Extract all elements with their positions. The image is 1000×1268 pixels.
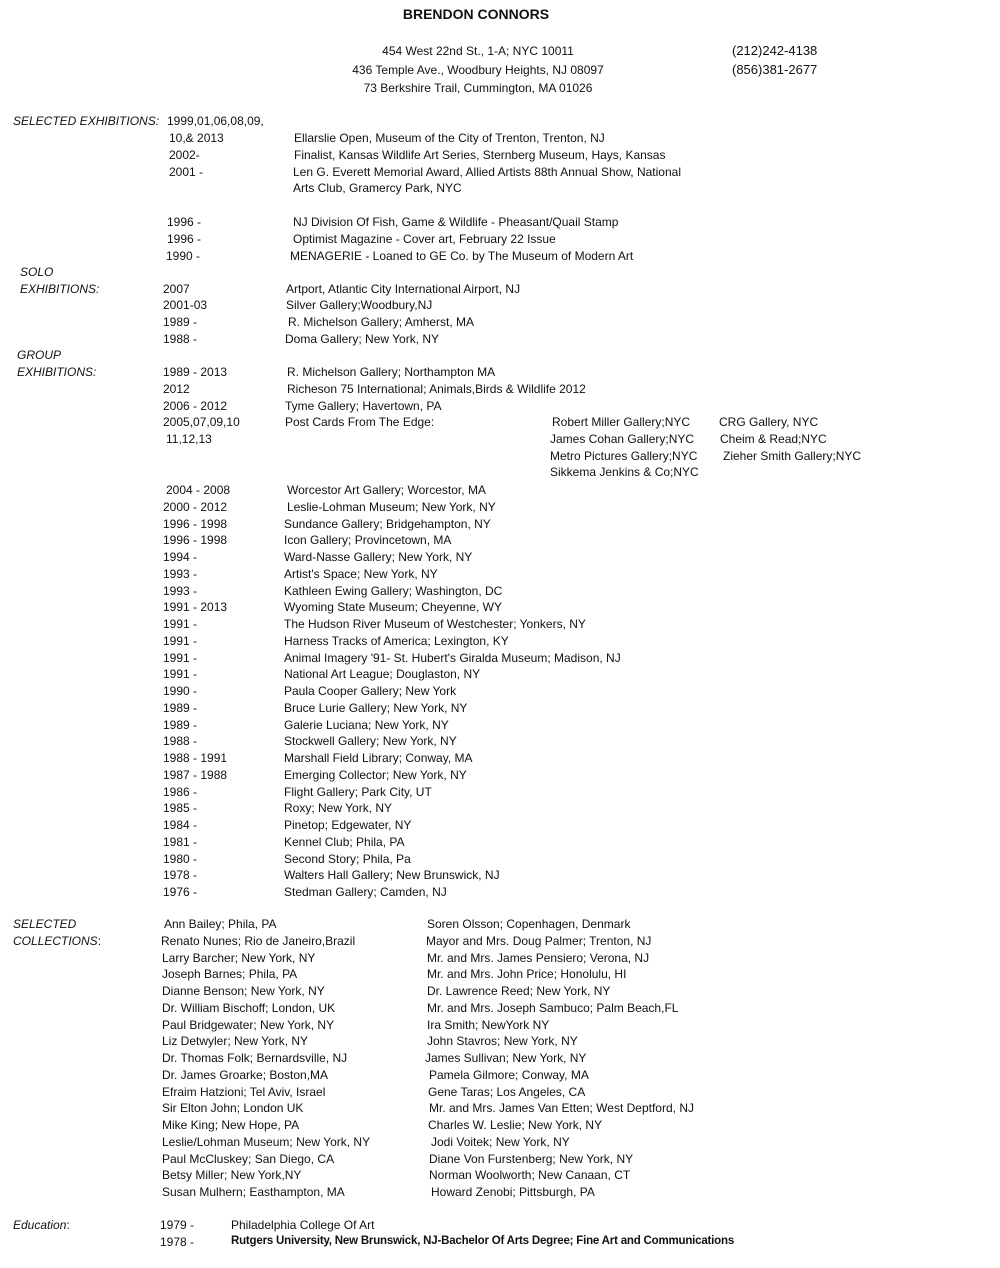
exhibition-entry: NJ Division Of Fish, Game & Wildlife - Pheasant/Quail Stamp — [293, 215, 619, 229]
exhibition-entry: Richeson 75 International; Animals,Birds & Wildlife 2012 — [287, 382, 586, 396]
exhibition-entry: Kathleen Ewing Gallery; Washington, DC — [284, 584, 503, 598]
exhibition-entry: Optimist Magazine - Cover art, February 22 Issue — [293, 232, 556, 246]
exhibition-entry: Post Cards From The Edge: — [285, 415, 435, 429]
year: 1991 - — [163, 667, 198, 681]
exhibition-entry: Galerie Luciana; New York, NY — [284, 718, 449, 732]
exhibition-entry: Walters Hall Gallery; New Brunswick, NJ — [284, 868, 500, 882]
exhibition-entry: Icon Gallery; Provincetown, MA — [284, 533, 452, 547]
collection-entry: Liz Detwyler; New York, NY — [162, 1034, 309, 1048]
year: 2002- — [169, 148, 200, 162]
collection-entry: Dr. Lawrence Reed; New York, NY — [427, 984, 611, 998]
collection-entry: Paul Bridgewater; New York, NY — [162, 1018, 335, 1032]
collection-entry: Diane Von Furstenberg; New York, NY — [429, 1152, 634, 1166]
exhibition-entry: Pinetop; Edgewater, NY — [284, 818, 412, 832]
collection-entry: Ann Bailey; Phila, PA — [164, 917, 277, 931]
collection-entry: Dr. Thomas Folk; Bernardsville, NJ — [162, 1051, 348, 1065]
exhibition-entry-continued: Arts Club, Gramercy Park, NYC — [293, 181, 462, 195]
gallery-name: Cheim & Read;NYC — [720, 432, 827, 446]
section-label-education — [13, 1217, 70, 1233]
year: 1996 - — [167, 232, 202, 246]
collection-entry: Mr. and Mrs. James Pensiero; Verona, NJ — [427, 951, 650, 965]
year: 11,12,13 — [166, 432, 212, 446]
year: 1976 - — [163, 885, 198, 899]
collection-entry: Mayor and Mrs. Doug Palmer; Trenton, NJ — [426, 934, 652, 948]
year: 1988 - — [163, 734, 198, 748]
year: 1980 - — [163, 852, 198, 866]
collection-entry: Mr. and Mrs. James Van Etten; West Deptford, NJ — [429, 1101, 694, 1115]
gallery-name: James Cohan Gallery;NYC — [550, 432, 695, 446]
section-label-group: GROUP — [17, 348, 62, 362]
exhibition-entry: Wyoming State Museum; Cheyenne, WY — [284, 600, 502, 614]
exhibition-entry: Len G. Everett Memorial Award, Allied Artists 88th Annual Show, National — [293, 165, 681, 179]
collection-entry: Betsy Miller; New York,NY — [162, 1168, 302, 1182]
year: 1984 - — [163, 818, 198, 832]
year: 1988 - — [163, 332, 198, 346]
exhibition-entry: Flight Gallery; Park City, UT — [284, 785, 432, 799]
exhibition-entry: The Hudson River Museum of Westchester; Yonkers, NY — [284, 617, 586, 631]
collection-entry: Jodi Voitek; New York, NY — [431, 1135, 570, 1149]
exhibition-entry: Silver Gallery;Woodbury,NJ — [286, 298, 433, 312]
collection-entry: Larry Barcher; New York, NY — [162, 951, 316, 965]
exhibition-entry: Marshall Field Library; Conway, MA — [284, 751, 473, 765]
year: 1991 - — [163, 634, 198, 648]
year: 2001-03 — [163, 298, 208, 312]
year: 1979 - — [160, 1218, 195, 1232]
year: 1989 - — [163, 718, 198, 732]
exhibition-entry: Paula Cooper Gallery; New York — [284, 684, 457, 698]
gallery-name: Sikkema Jenkins & Co;NYC — [550, 465, 699, 479]
year: 2006 - 2012 — [163, 399, 228, 413]
section-label-colon: : — [66, 1218, 70, 1232]
address-line: 73 Berkshire Trail, Cummington, MA 01026 — [363, 81, 593, 95]
exhibition-entry: Stedman Gallery; Camden, NJ — [284, 885, 447, 899]
exhibition-entry: MENAGERIE - Loaned to GE Co. by The Museum of Modern Art — [290, 249, 634, 263]
year: 1986 - — [163, 785, 198, 799]
year: 1999,01,06,08,09, — [167, 114, 264, 128]
section-label-collections: SELECTED — [13, 917, 77, 931]
exhibition-entry: National Art League; Douglaston, NY — [284, 667, 481, 681]
collection-entry: John Stavros; New York, NY — [427, 1034, 578, 1048]
collection-entry: Pamela Gilmore; Conway, MA — [429, 1068, 589, 1082]
year: 1993 - — [163, 584, 198, 598]
collection-entry: Norman Woolworth; New Canaan, CT — [429, 1168, 631, 1182]
collection-entry: James Sullivan; New York, NY — [425, 1051, 587, 1065]
exhibition-entry: Worcestor Art Gallery; Worcestor, MA — [287, 483, 486, 497]
section-label-colon: : — [97, 934, 102, 948]
collection-entry: Renato Nunes; Rio de Janeiro,Brazil — [161, 934, 356, 948]
year: 1989 - 2013 — [163, 365, 228, 379]
exhibition-entry: R. Michelson Gallery; Amherst, MA — [288, 315, 475, 329]
exhibition-entry: Roxy; New York, NY — [284, 801, 393, 815]
exhibition-entry: Ellarslie Open, Museum of the City of Trenton, Trenton, NJ — [294, 131, 605, 145]
collection-entry: Soren Olsson; Copenhagen, Denmark — [427, 917, 631, 931]
section-label-collections — [13, 933, 101, 949]
year: 1994 - — [163, 550, 198, 564]
exhibition-entry: Second Story; Phila, Pa — [284, 852, 411, 866]
collection-entry: Gene Taras; Los Angeles, CA — [428, 1085, 586, 1099]
exhibition-entry: Harness Tracks of America; Lexington, KY — [284, 634, 509, 648]
section-label-group: EXHIBITIONS: — [17, 365, 97, 379]
year: 1990 - — [163, 684, 198, 698]
year: 1981 - — [163, 835, 198, 849]
exhibition-entry: Kennel Club; Phila, PA — [284, 835, 405, 849]
collection-entry: Dr. William Bischoff; London, UK — [162, 1001, 336, 1015]
year: 1987 - 1988 — [163, 768, 228, 782]
collection-entry: Susan Mulhern; Easthampton, MA — [162, 1185, 345, 1199]
phone-number: (212)242-4138 — [732, 43, 818, 58]
collection-entry: Leslie/Lohman Museum; New York, NY — [162, 1135, 371, 1149]
collection-entry: Charles W. Leslie; New York, NY — [428, 1118, 603, 1132]
resume-name: BRENDON CONNORS — [402, 6, 550, 22]
year: 2005,07,09,10 — [163, 415, 240, 429]
year: 2000 - 2012 — [163, 500, 228, 514]
phone-number: (856)381-2677 — [732, 62, 818, 77]
exhibition-entry: Doma Gallery; New York, NY — [285, 332, 440, 346]
year: 1985 - — [163, 801, 198, 815]
year: 1996 - 1998 — [163, 533, 228, 547]
year: 10,& 2013 — [169, 131, 224, 145]
gallery-name: Robert Miller Gallery;NYC — [552, 415, 691, 429]
collection-entry: Dianne Benson; New York, NY — [162, 984, 325, 998]
exhibition-entry: Tyme Gallery; Havertown, PA — [285, 399, 442, 413]
exhibition-entry: Artist's Space; New York, NY — [284, 567, 438, 581]
year: 1996 - — [167, 215, 202, 229]
exhibition-entry: Bruce Lurie Gallery; New York, NY — [284, 701, 468, 715]
exhibition-entry: Leslie-Lohman Museum; New York, NY — [287, 500, 496, 514]
collection-entry: Sir Elton John; London UK — [162, 1101, 304, 1115]
section-label-text: Education — [13, 1218, 67, 1232]
exhibition-entry: Stockwell Gallery; New York, NY — [284, 734, 457, 748]
gallery-name: CRG Gallery, NYC — [719, 415, 819, 429]
collection-entry: Howard Zenobi; Pittsburgh, PA — [431, 1185, 595, 1199]
collection-entry: Mr. and Mrs. Joseph Sambuco; Palm Beach,FL — [427, 1001, 679, 1015]
year: 1993 - — [163, 567, 198, 581]
year: 2004 - 2008 — [166, 483, 231, 497]
year: 1989 - — [163, 701, 198, 715]
year: 1988 - 1991 — [163, 751, 228, 765]
exhibition-entry: Finalist, Kansas Wildlife Art Series, Sternberg Museum, Hays, Kansas — [294, 148, 666, 162]
exhibition-entry: R. Michelson Gallery; Northampton MA — [287, 365, 496, 379]
collection-entry: Joseph Barnes; Phila, PA — [162, 967, 298, 981]
section-label-text: COLLECTIONS — [13, 934, 98, 948]
section-label-solo: EXHIBITIONS: — [20, 282, 100, 296]
year: 2001 - — [169, 165, 204, 179]
year: 1991 - 2013 — [163, 600, 228, 614]
year: 1978 - — [160, 1235, 195, 1249]
year: 1991 - — [163, 617, 198, 631]
year: 1991 - — [163, 651, 198, 665]
address-line: 454 West 22nd St., 1-A; NYC 10011 — [382, 44, 574, 58]
exhibition-entry: Artport, Atlantic City International Airport, NJ — [286, 282, 521, 296]
section-label-selected-exhibitions: SELECTED EXHIBITIONS: — [13, 114, 160, 128]
year: 1978 - — [163, 868, 198, 882]
exhibition-entry: Emerging Collector; New York, NY — [284, 768, 467, 782]
gallery-name: Metro Pictures Gallery;NYC — [550, 449, 698, 463]
collection-entry: Efraim Hatzioni; Tel Aviv, Israel — [162, 1085, 326, 1099]
gallery-name: Zieher Smith Gallery;NYC — [723, 449, 862, 463]
collection-entry: Mr. and Mrs. John Price; Honolulu, HI — [427, 967, 627, 981]
year: 1996 - 1998 — [163, 517, 228, 531]
year: 2012 — [163, 382, 190, 396]
year: 2007 — [163, 282, 190, 296]
collection-entry: Ira Smith; NewYork NY — [427, 1018, 550, 1032]
education-entry: Philadelphia College Of Art — [231, 1218, 375, 1232]
exhibition-entry: Animal Imagery '91- St. Hubert's Giralda Museum; Madison, NJ — [284, 651, 621, 665]
section-label-solo: SOLO — [20, 265, 54, 279]
exhibition-entry: Ward-Nasse Gallery; New York, NY — [284, 550, 473, 564]
collection-entry: Paul McCluskey; San Diego, CA — [162, 1152, 335, 1166]
collection-entry: Mike King; New Hope, PA — [162, 1118, 300, 1132]
collection-entry: Dr. James Groarke; Boston,MA — [162, 1068, 329, 1082]
education-entry: Rutgers University, New Brunswick, NJ-Bachelor Of Arts Degree; Fine Art and Communications — [231, 1235, 735, 1247]
year: 1989 - — [163, 315, 198, 329]
year: 1990 - — [166, 249, 201, 263]
exhibition-entry: Sundance Gallery; Bridgehampton, NY — [284, 517, 491, 531]
address-line: 436 Temple Ave., Woodbury Heights, NJ 08097 — [352, 63, 604, 77]
